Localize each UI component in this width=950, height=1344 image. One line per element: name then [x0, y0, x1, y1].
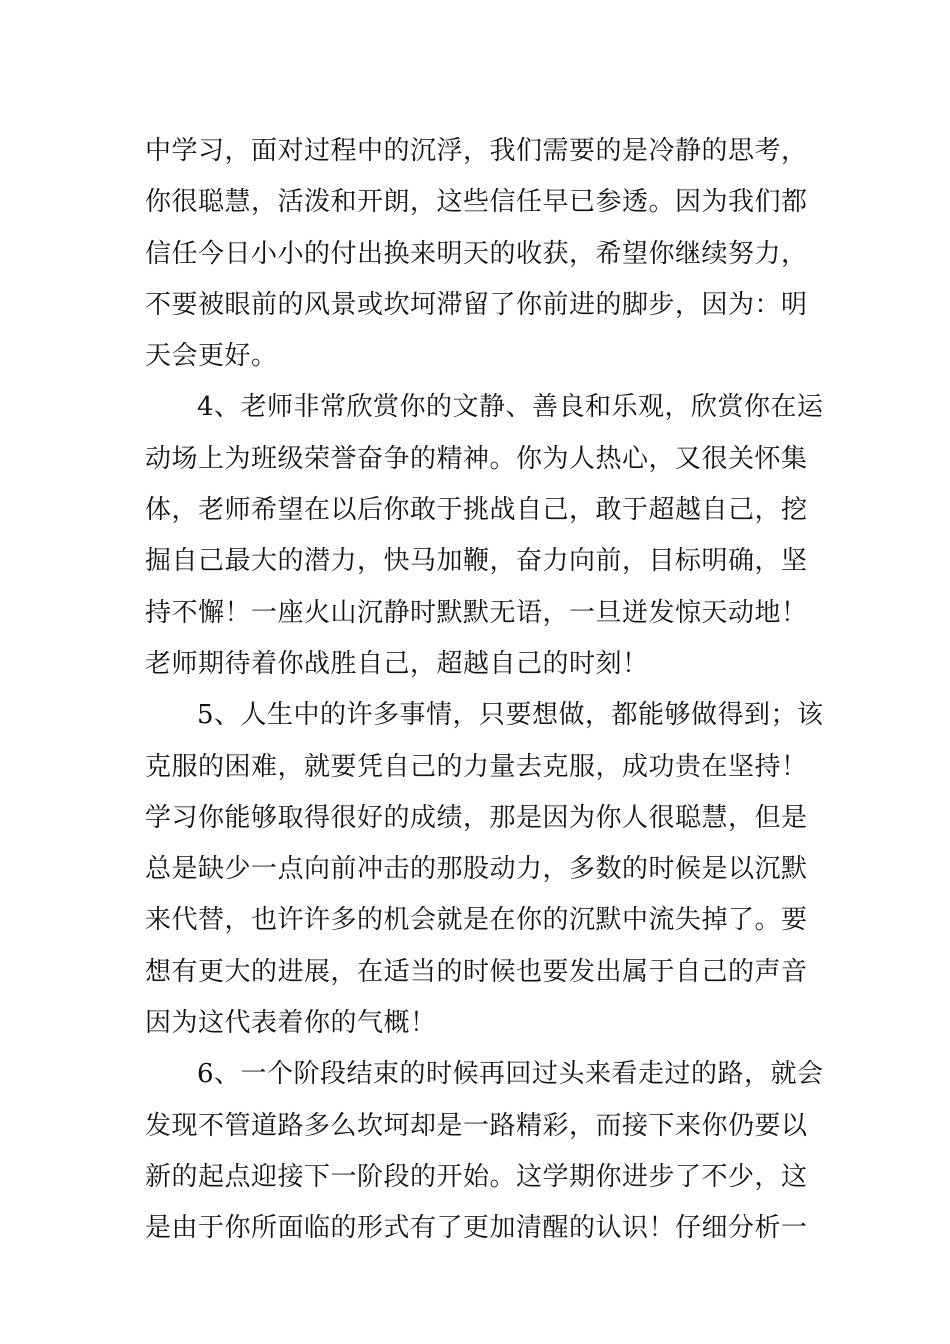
text-line: 天会更好。: [145, 341, 278, 372]
text-line: 6、一个阶段结束的时候再回过头来看走过的路，就会: [197, 1059, 824, 1090]
text-line: 老师期待着你战胜自己，超越自己的时刻！: [145, 648, 649, 679]
text-line: 4、老师非常欣赏你的文静、善良和乐观，欣赏你在运: [197, 392, 824, 423]
text-line: 体，老师希望在以后你敢于挑战自己，敢于超越自己，挖: [145, 495, 808, 526]
text-line: 学习你能够取得很好的成绩，那是因为你人很聪慧，但是: [145, 802, 808, 833]
text-line: 想有更大的进展，在适当的时候也要发出属于自己的声音: [145, 956, 808, 987]
paragraph-2: [145, 382, 824, 690]
text-line: 是由于你所面临的形式有了更加清醒的认识！仔细分析一: [145, 1213, 808, 1244]
text-line: 信任今日小小的付出换来明天的收获，希望你继续努力，: [145, 238, 808, 269]
text-line: 总是缺少一点向前冲击的那股动力，多数的时候是以沉默: [145, 854, 808, 885]
text-line: 来代替，也许许多的机会就是在你的沉默中流失掉了。要: [145, 905, 808, 936]
text-line: 因为这代表着你的气概！: [145, 1008, 437, 1039]
text-line: 发现不管道路多么坎坷却是一路精彩，而接下来你仍要以: [145, 1110, 808, 1141]
document-body: [145, 126, 824, 1255]
text-line: 5、人生中的许多事情，只要想做，都能够做得到；该: [197, 700, 824, 731]
text-line: 掘自己最大的潜力，快马加鞭，奋力向前，目标明确，坚: [145, 546, 808, 577]
text-line: 动场上为班级荣誉奋争的精神。你为人热心，又很关怀集: [145, 443, 808, 474]
paragraph-3: [145, 690, 824, 1049]
paragraph-4: [145, 1049, 824, 1254]
text-line: 克服的困难，就要凭自己的力量去克服，成功贵在坚持！: [145, 751, 808, 782]
text-line: 持不懈！一座火山沉静时默默无语，一旦迸发惊天动地！: [145, 597, 808, 628]
text-line: 中学习，面对过程中的沉浮，我们需要的是冷静的思考，: [145, 136, 808, 166]
text-line: 不要被眼前的风景或坎坷滞留了你前进的脚步，因为：明: [145, 289, 808, 320]
text-line: 新的起点迎接下一阶段的开始。这学期你进步了不少，这: [145, 1161, 808, 1192]
paragraph-1: [145, 126, 808, 382]
text-line: 你很聪慧，活泼和开朗，这些信任早已参透。因为我们都: [145, 187, 808, 218]
